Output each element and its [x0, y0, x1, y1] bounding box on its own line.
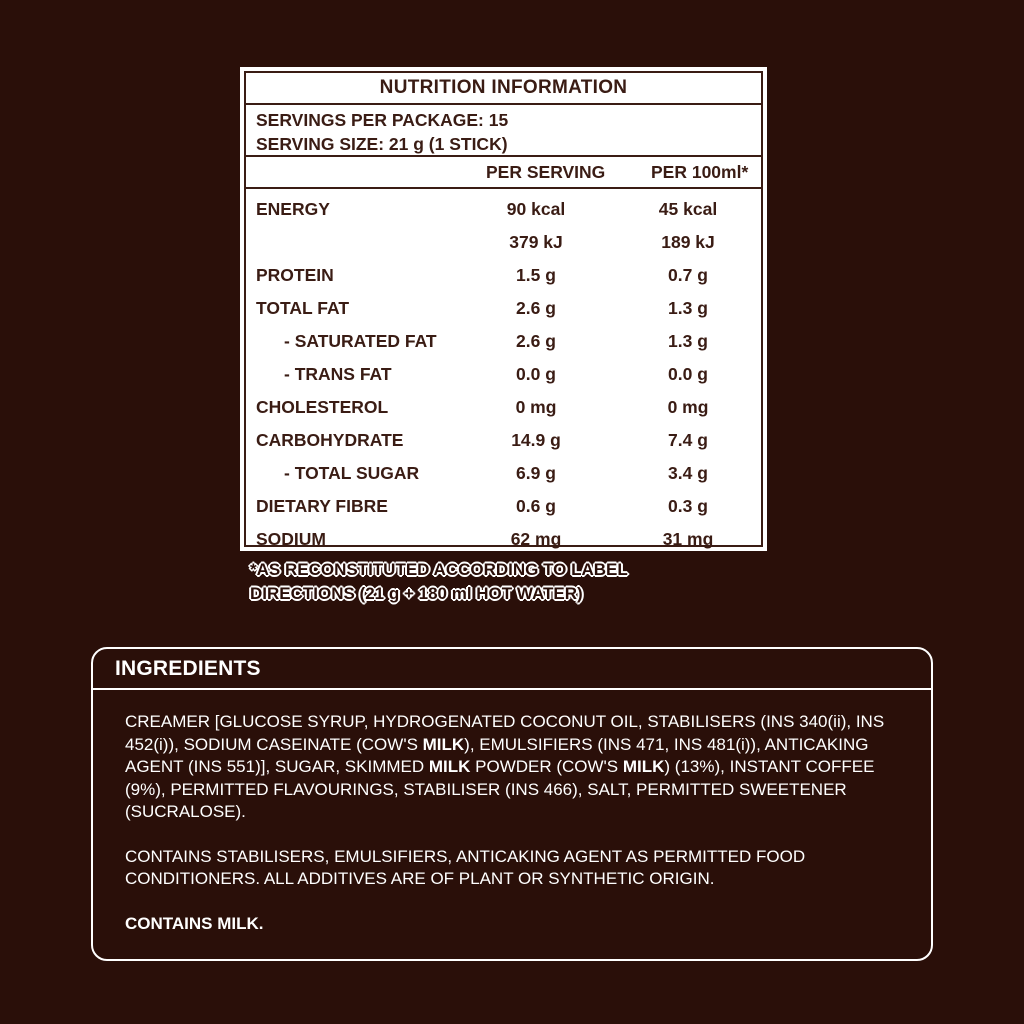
per-serving-value: 2.6 g	[516, 298, 556, 318]
nutrition-row	[246, 424, 761, 457]
allergen-highlight: MILK	[428, 757, 471, 776]
nutrition-row	[246, 325, 761, 358]
per-100ml-value: 3.4 g	[668, 463, 708, 483]
column-header-per-serving: PER SERVING	[486, 162, 606, 182]
per-serving-value: 1.5 g	[516, 265, 556, 285]
column-header-per-100ml: PER 100ml*	[651, 162, 749, 182]
nutrition-row	[246, 292, 761, 325]
additives-statement: CONTAINS STABILISERS, EMULSIFIERS, ANTICAKING AGENT AS PERMITTED FOOD CONDITIONERS. ALL ADDITIVES ARE OF PLANT OR SYNTHETIC ORIGIN.	[125, 846, 806, 888]
footnote-line-1: *AS RECONSTITUTED ACCORDING TO LABEL	[250, 560, 628, 579]
per-100ml-value: 1.3 g	[668, 331, 708, 351]
per-serving-value: 14.9 g	[511, 430, 561, 450]
per-serving-value: 90 kcal	[506, 199, 566, 219]
nutrient-label: PROTEIN	[256, 265, 334, 285]
serving-size: SERVING SIZE: 21 g (1 STICK)	[256, 134, 508, 154]
nutrition-row	[246, 457, 761, 490]
nutrition-rows	[246, 189, 761, 556]
ingredients-text: CREAMER [GLUCOSE SYRUP, HYDROGENATED COCONUT OIL, STABILISERS (INS 340(ii), INS 452(i)), SODIUM CASEINATE (COW'S	[125, 712, 885, 754]
per-serving-value: 62 mg	[510, 529, 562, 549]
per-100ml-value: 0.7 g	[668, 265, 708, 285]
per-serving-value: 0 mg	[515, 397, 557, 417]
nutrition-row	[246, 193, 761, 226]
per-100ml-value: 31 mg	[662, 529, 714, 549]
ingredients-divider	[93, 688, 931, 690]
per-serving-value: 0.6 g	[516, 496, 556, 516]
allergen-statement: CONTAINS MILK.	[125, 913, 264, 933]
per-100ml-value: 189 kJ	[661, 232, 715, 252]
nutrition-row	[246, 358, 761, 391]
ingredients-text: POWDER (COW'S	[470, 757, 623, 776]
allergen-highlight: MILK	[622, 757, 665, 776]
nutrient-label: CHOLESTEROL	[256, 397, 389, 417]
ingredients-panel	[91, 647, 933, 961]
per-serving-value: 0.0 g	[516, 364, 556, 384]
nutrient-label: - TRANS FAT	[284, 364, 392, 384]
per-100ml-value: 7.4 g	[668, 430, 708, 450]
nutrition-panel	[240, 67, 767, 551]
per-100ml-value: 0 mg	[667, 397, 709, 417]
nutrient-label: TOTAL FAT	[256, 298, 350, 318]
servings-info	[246, 105, 761, 157]
nutrition-title: NUTRITION INFORMATION	[246, 73, 761, 105]
nutrient-label: ENERGY	[256, 199, 330, 219]
nutrition-panel-border	[244, 71, 763, 547]
nutrient-label: SODIUM	[256, 529, 326, 549]
ingredients-text: ) (13%), INSTANT COFFEE (9%), PERMITTED FLAVOURINGS, STABILISER (INS 466), SALT, PERMITTED SWEETENER (SUCRALOSE).	[125, 757, 875, 821]
per-serving-value: 379 kJ	[509, 232, 563, 252]
per-serving-value: 6.9 g	[516, 463, 556, 483]
nutrient-label: DIETARY FIBRE	[256, 496, 388, 516]
ingredients-title: INGREDIENTS	[115, 657, 261, 680]
nutrition-row	[246, 490, 761, 523]
ingredients-body	[125, 711, 895, 957]
ingredients-list	[125, 711, 895, 824]
allergen-highlight: MILK	[422, 734, 465, 754]
servings-per-package: SERVINGS PER PACKAGE: 15	[256, 110, 509, 130]
nutrient-label: CARBOHYDRATE	[256, 430, 404, 450]
nutrient-label: - SATURATED FAT	[284, 331, 437, 351]
per-100ml-value: 0.3 g	[668, 496, 708, 516]
nutrition-row	[246, 226, 761, 259]
nutrient-label: - TOTAL SUGAR	[284, 463, 420, 483]
per-100ml-value: 45 kcal	[658, 199, 718, 219]
footnote-line-2: DIRECTIONS (21 g + 180 ml HOT WATER)	[250, 584, 583, 603]
nutrition-column-headers	[246, 157, 761, 189]
per-serving-value: 2.6 g	[516, 331, 556, 351]
nutrition-row	[246, 391, 761, 424]
per-100ml-value: 1.3 g	[668, 298, 708, 318]
reconstitution-footnote	[250, 558, 730, 606]
ingredients-text: ), EMULSIFIERS (INS 471, INS 481(i)), ANTICAKING AGENT (INS 551)], SUGAR, SKIMMED	[125, 734, 869, 776]
nutrition-row	[246, 259, 761, 292]
nutrition-row	[246, 523, 761, 556]
per-100ml-value: 0.0 g	[668, 364, 708, 384]
